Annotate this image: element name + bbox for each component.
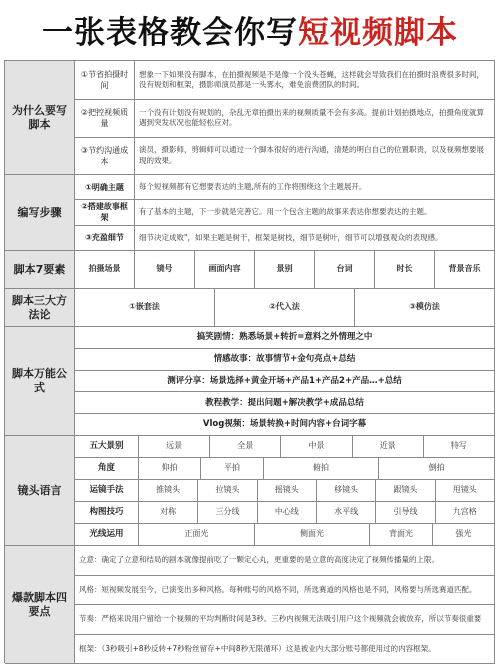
lens-item: 侧面光 (255, 524, 371, 546)
page-title (0, 0, 500, 58)
section-hits (5, 546, 495, 664)
section-lens (5, 436, 495, 546)
description: 有了基本的主题，下一步就是完善它。用一个包含主题的故事来表达你想要表达的主题。 (135, 200, 495, 225)
lens-item: 全景 (210, 436, 281, 458)
lens-item: 水平线 (317, 502, 376, 524)
lens-item: 对称 (139, 502, 198, 524)
description: 每个短视频都有它想要表达的主题,所有的工作将围绕这个主题展开。 (135, 175, 495, 200)
lens-item: 强光 (433, 524, 495, 546)
hit-item: 立意：确定了立意和结局的剧本就像提前吃了一颗定心丸，更重要的是立意的高度决定了视频传播量的上限。 (75, 546, 495, 576)
lens-item: 俯拍 (264, 458, 380, 480)
lens-row-head: 角度 (75, 458, 139, 480)
formula-item: 搞笑剧情：熟悉场景+转折=意料之外情理之中 (75, 327, 495, 349)
category-label: 编写步骤 (5, 175, 75, 251)
formula-item: 情感故事：故事情节+金句亮点+总结 (75, 349, 495, 371)
title-black-part: 一张表格教会你写 (42, 14, 298, 51)
lens-item: 跟镜头 (376, 480, 435, 502)
section-why (5, 61, 495, 175)
category-label: 镜头语言 (5, 436, 75, 546)
description: 演员，摄影师，剪辑师可以通过一个脚本很好的进行沟通，清楚的明白自己的位置职责，以及视频想要展现的效果。 (135, 138, 495, 175)
lens-item: 近景 (353, 436, 424, 458)
lens-item: 三分线 (198, 502, 257, 524)
hit-item: 框架：（3秒吸引+8秒反转+7秒粉丝留存+中间8秒无限循环）这是被业内大部分账号都使用过的内容框架。 (75, 635, 495, 665)
section-elements (5, 251, 495, 289)
lens-row-head: 光线运用 (75, 524, 139, 546)
description: 一个没有计划没有规划的，杂乱无章拍摄出来的视频质量不会有多高。提前计划拍摄地点，拍摄角度就算遇到突发状况也能轻松应对。 (135, 100, 495, 137)
sub-label: ①明确主题 (75, 175, 135, 200)
lens-item: 特写 (424, 436, 495, 458)
element-item: 画面内容 (195, 251, 255, 289)
lens-item: 远景 (139, 436, 210, 458)
lens-item: 中景 (281, 436, 352, 458)
sub-label: ②搭建故事框架 (75, 200, 135, 225)
sub-label: ①节省拍摄时间 (75, 61, 135, 100)
section-formulas (5, 327, 495, 436)
method-item: ①嵌套法 (75, 289, 215, 327)
category-label: 爆款脚本四要点 (5, 546, 75, 664)
title-red-part: 短视频脚本 (298, 14, 458, 51)
element-item: 台词 (315, 251, 375, 289)
section-methods (5, 289, 495, 327)
lens-item: 中心线 (258, 502, 317, 524)
script-table (4, 60, 495, 663)
category-label: 脚本7要素 (5, 251, 75, 289)
sub-label: ②把控视频质量 (75, 100, 135, 137)
method-item: ③模仿法 (355, 289, 495, 327)
element-item: 背景音乐 (435, 251, 495, 289)
section-steps (5, 175, 495, 251)
lens-item: 平拍 (201, 458, 263, 480)
lens-item: 仰拍 (139, 458, 201, 480)
lens-item: 引导线 (376, 502, 435, 524)
lens-row-head: 构图技巧 (75, 502, 139, 524)
category-label: 脚本万能公式 (5, 327, 75, 436)
lens-item: 甩镜头 (436, 480, 495, 502)
lens-row-head: 运镜手法 (75, 480, 139, 502)
hit-item: 风格：短视频发展至今，已演变出多种风格。每种账号的风格不同，所选赛道的风格也是不同，风格要与所选赛道匹配。 (75, 576, 495, 606)
element-item: 拍摄场景 (75, 251, 135, 289)
lens-item: 倒拍 (379, 458, 495, 480)
category-label: 脚本三大方法论 (5, 289, 75, 327)
hit-item: 节奏：严格来说用户留给一个视频的平均判断时间是3秒。三秒内视频无法吸引用户这个视频就会被放弃，所以节奏很重要 (75, 605, 495, 635)
lens-item: 摇镜头 (258, 480, 317, 502)
description: 想象一下如果没有脚本，在拍摄视频是不是像一个没头苍蝇，这样就会导致我们在拍摄时浪费很多时间，没有规划和框架，摄影师演员都是一头雾水，难免浪费团队的时间。 (135, 61, 495, 100)
lens-row-head: 五大景别 (75, 436, 139, 458)
lens-item: 推镜头 (139, 480, 198, 502)
formula-item: 测评分享：场景选择+黄金开场+产品1+产品2+产品…+总结 (75, 371, 495, 393)
method-item: ②代入法 (215, 289, 355, 327)
lens-item: 正面光 (139, 524, 255, 546)
element-item: 景别 (255, 251, 315, 289)
formula-item: Vlog视频：场景转换+时间内容+台词字幕 (75, 414, 495, 436)
element-item: 时长 (375, 251, 435, 289)
category-label: 为什么要写脚本 (5, 61, 75, 175)
lens-item: 背面光 (370, 524, 432, 546)
sub-label: ③节约沟通成本 (75, 138, 135, 175)
lens-item: 移镜头 (317, 480, 376, 502)
formula-item: 教程教学：提出问题+解决教学+成品总结 (75, 392, 495, 414)
element-item: 镜号 (135, 251, 195, 289)
sub-label: ③充盈细节 (75, 226, 135, 251)
description: 细节决定成败"，如果主题是树干，框架是树枝，细节是树叶，细节可以增强观众的表现感。 (135, 226, 495, 251)
lens-item: 九宫格 (436, 502, 495, 524)
lens-item: 拉镜头 (198, 480, 257, 502)
